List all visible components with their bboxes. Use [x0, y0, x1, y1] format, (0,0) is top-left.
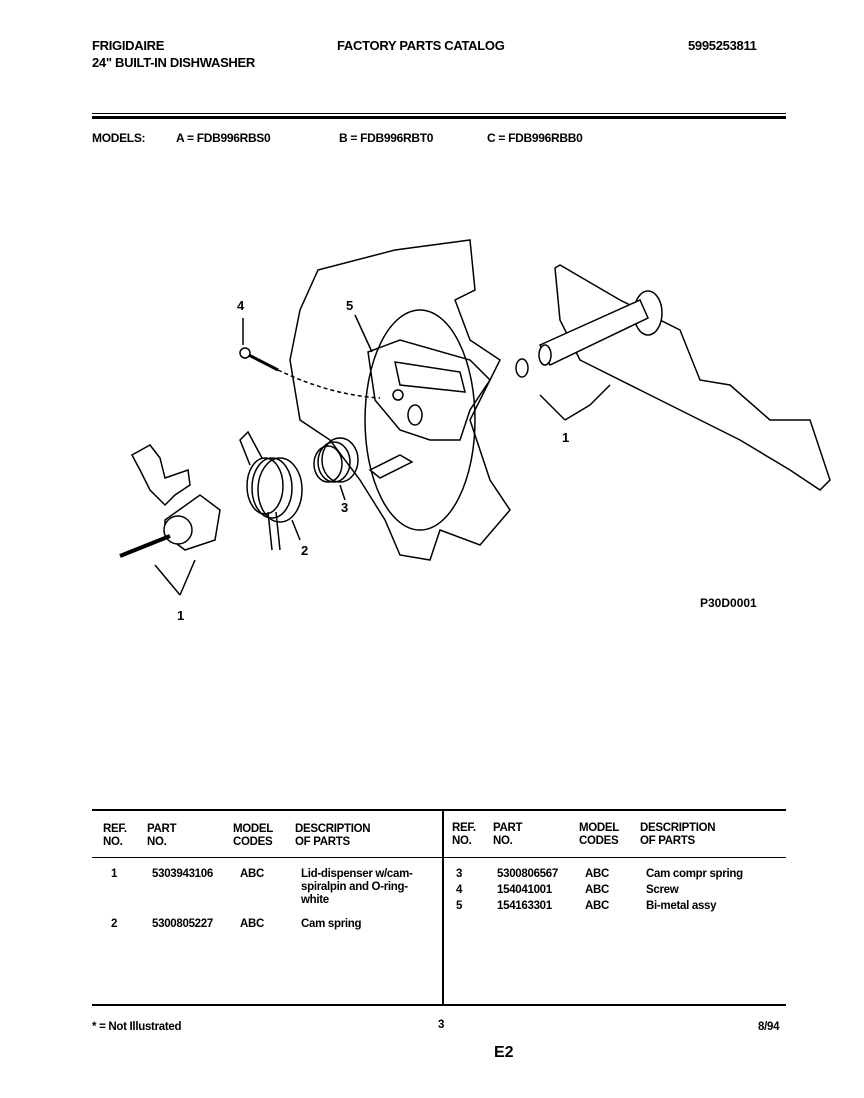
row-desc: Screw: [646, 884, 679, 896]
product-name: 24" BUILT-IN DISHWASHER: [92, 55, 255, 70]
desc-line: Lid-dispenser w/cam-: [301, 868, 413, 880]
cam-part: [132, 445, 190, 505]
header-model-2: CODES: [233, 836, 273, 848]
brand: FRIGIDAIRE: [92, 38, 165, 53]
model-c: C = FDB996RBB0: [487, 131, 583, 145]
not-illustrated-note: * = Not Illustrated: [92, 1021, 182, 1033]
row-codes: ABC: [585, 868, 610, 880]
o-ring: [516, 359, 528, 377]
desc-line: white: [301, 894, 329, 906]
row-desc: Cam compr spring: [646, 868, 743, 880]
cam-compr-spring: [314, 438, 358, 482]
header-ref: REF.: [103, 823, 127, 835]
row-codes: ABC: [585, 900, 610, 912]
row-desc: Cam spring: [301, 918, 362, 930]
bimetal-tab: [370, 455, 412, 478]
callout-1-left: 1: [177, 608, 185, 623]
row-part: 5303943106: [152, 868, 213, 880]
row-ref: 2: [111, 918, 118, 930]
callout-2: 2: [301, 543, 309, 558]
row-ref: 4: [456, 884, 463, 896]
section-code: E2: [494, 1044, 514, 1061]
header-part: PART: [147, 823, 177, 835]
header-model-2: CODES: [579, 835, 619, 847]
leader-1-left: [155, 560, 195, 595]
callout-3: 3: [341, 500, 349, 515]
page-number: 3: [438, 1019, 445, 1031]
table-header-rule: [92, 857, 786, 858]
row-codes: ABC: [240, 918, 265, 930]
header-ref-2: NO.: [452, 835, 472, 847]
header-part-2: NO.: [147, 836, 167, 848]
cam-spring: [240, 432, 302, 550]
row-codes: ABC: [240, 868, 265, 880]
row-ref: 1: [111, 868, 118, 880]
row-ref: 3: [456, 868, 463, 880]
header-model: MODEL: [233, 823, 274, 835]
lid-dispenser-right: [555, 265, 830, 490]
header-desc-2: OF PARTS: [640, 835, 695, 847]
row-codes: ABC: [585, 884, 610, 896]
header-ref: REF.: [452, 822, 476, 834]
revision-date: 8/94: [758, 1021, 780, 1033]
row-desc: [301, 868, 413, 907]
callout-4: 4: [237, 298, 245, 313]
header-model: MODEL: [579, 822, 620, 834]
callout-5: 5: [346, 298, 354, 313]
row-part: 5300805227: [152, 918, 213, 930]
figure-id: P30D0001: [700, 596, 757, 610]
row-part: 5300806567: [497, 868, 558, 880]
row-part: 154041001: [497, 884, 552, 896]
table-top-rule: [92, 809, 786, 811]
row-ref: 5: [456, 900, 463, 912]
header-desc-2: OF PARTS: [295, 836, 350, 848]
header-ref-2: NO.: [103, 836, 123, 848]
catalog-title: FACTORY PARTS CATALOG: [337, 38, 505, 53]
callout-1-right: 1: [562, 430, 570, 445]
row-part: 154163301: [497, 900, 552, 912]
row-desc: Bi-metal assy: [646, 900, 717, 912]
models-label: MODELS:: [92, 131, 146, 145]
panel-recess: [365, 310, 475, 530]
model-b: B = FDB996RBT0: [339, 131, 434, 145]
header-desc: DESCRIPTION: [640, 822, 716, 834]
desc-line: spiralpin and O-ring-: [301, 881, 408, 893]
table-divider: [442, 811, 444, 1005]
catalog-number: 5995253811: [688, 38, 757, 53]
table-bottom-rule: [92, 1004, 786, 1006]
leader-1-right: [540, 385, 610, 420]
header-part: PART: [493, 822, 523, 834]
header-part-2: NO.: [493, 835, 513, 847]
header-desc: DESCRIPTION: [295, 823, 371, 835]
model-a: A = FDB996RBS0: [176, 131, 271, 145]
